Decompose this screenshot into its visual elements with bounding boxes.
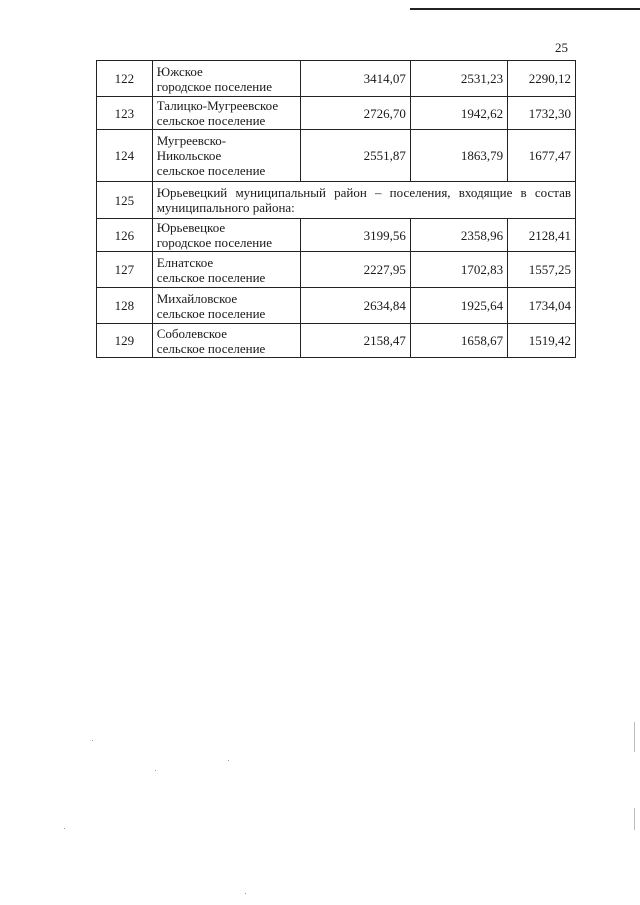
settlement-name [152,97,300,130]
table-row [97,324,576,358]
settlement-name-line: сельское поселение [156,163,266,178]
settlements-table [96,60,576,358]
row-number: 123 [97,97,153,130]
value-cell: 2358,96 [410,219,507,252]
settlement-name-line: Южское [156,63,203,79]
table-row [97,252,576,288]
row-number: 124 [97,130,153,182]
scan-edge [634,722,635,752]
value-cell: 1732,30 [508,97,576,130]
row-number: 129 [97,324,153,358]
settlement-name-line: сельское поселение [156,269,266,285]
row-number: 126 [97,219,153,252]
settlement-name-line: сельское поселение [156,340,266,356]
value-cell: 2158,47 [300,324,410,358]
scan-speck [64,828,65,829]
table-row [97,61,576,97]
settlement-name-line: Мугреевско- [156,133,227,148]
value-cell: 1863,79 [410,130,507,182]
value-cell: 3199,56 [300,219,410,252]
row-number: 127 [97,252,153,288]
value-cell: 2128,41 [508,219,576,252]
settlement-name-line: Юрьевецкое [156,220,226,235]
settlement-name-line: Елнатское [156,254,214,270]
value-cell: 2634,84 [300,288,410,324]
district-heading: Юрьевецкий муниципальный район – поселения, входящие в состав муниципального района: [152,182,575,219]
value-cell: 1519,42 [508,324,576,358]
scan-edge [634,808,635,830]
table-row [97,97,576,130]
value-cell: 1702,83 [410,252,507,288]
scan-speck [228,760,229,761]
scan-speck [245,893,246,894]
row-number: 128 [97,288,153,324]
row-number: 125 [97,182,153,219]
settlement-name [152,324,300,358]
value-cell: 2726,70 [300,97,410,130]
settlement-name [152,219,300,252]
value-cell: 2551,87 [300,130,410,182]
table-row [97,182,576,219]
value-cell: 2531,23 [410,61,507,97]
settlement-name-line: сельское поселение [156,113,266,128]
value-cell: 1734,04 [508,288,576,324]
value-cell: 1677,47 [508,130,576,182]
settlement-name-line: Соболевское [156,325,227,341]
settlement-name [152,130,300,182]
table-row [97,219,576,252]
scan-speck [92,740,93,741]
settlement-name-line: городское поселение [156,235,272,250]
settlement-name [152,288,300,324]
page-number: 25 [555,40,568,55]
value-cell: 1557,25 [508,252,576,288]
value-cell: 1925,64 [410,288,507,324]
settlement-name [152,252,300,288]
settlement-name-line: сельское поселение [156,305,266,321]
value-cell: 1658,67 [410,324,507,358]
settlement-name-line: Талицко-Мугреевское [156,98,279,113]
settlement-name-line: Никольское [156,148,222,163]
settlement-name-line: Михайловское [156,290,238,306]
table-row [97,130,576,182]
table-row [97,288,576,324]
header-rule [410,8,640,10]
value-cell: 1942,62 [410,97,507,130]
settlement-name-line: городское поселение [156,78,272,94]
value-cell: 2227,95 [300,252,410,288]
row-number: 122 [97,61,153,97]
settlement-name [152,61,300,97]
scan-speck [155,770,156,771]
value-cell: 3414,07 [300,61,410,97]
value-cell: 2290,12 [508,61,576,97]
